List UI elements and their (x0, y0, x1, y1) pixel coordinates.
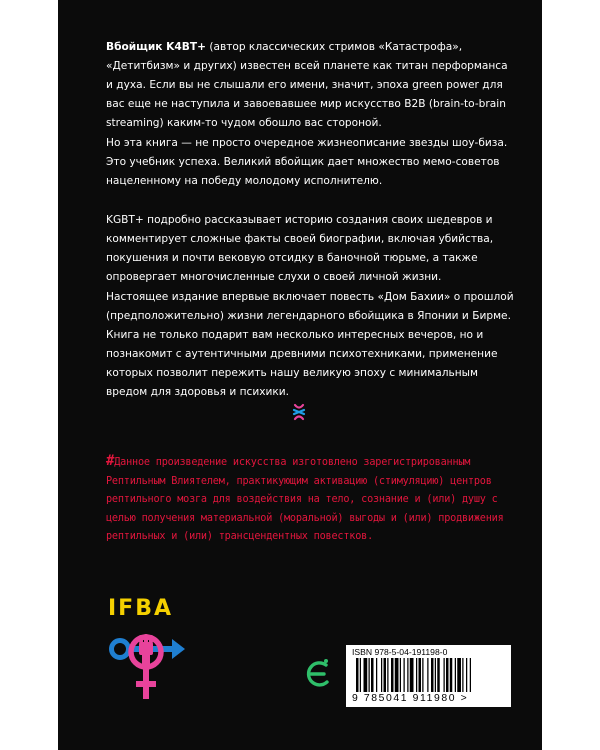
barcode-bar (435, 658, 436, 692)
reptile-notice-text: Данное произведение искусства изготовлено зарегистрированным Рептильным Влиятелем, практикующим активацию (стимуляцию) центров рептильного мозга для воздействия на тело, сознание и (или) душу с целью получения материальной (моральной) выгоды и (или) продвижения рептильных и (или) трансцендентных повестков. (106, 457, 504, 542)
barcode-bar (400, 658, 401, 692)
isbn-label: ISBN 978-5-04-191198-0 (352, 647, 448, 657)
ifba-logo-text: IFBA (108, 596, 174, 621)
barcode-bar (391, 658, 394, 692)
publisher-e-logo-icon (304, 657, 332, 691)
barcode-bar (369, 658, 370, 692)
barcode-number: 9 785041 911980 > (352, 693, 469, 704)
barcode-bar (419, 658, 422, 692)
barcode-bar (387, 658, 388, 692)
hash-symbol: # (106, 453, 115, 469)
barcode-bar (444, 658, 445, 692)
barcode-bar (395, 658, 399, 692)
barcode-bar (462, 658, 463, 692)
barcode-bar (410, 658, 414, 692)
barcode-bar (466, 658, 467, 692)
barcode-bar (384, 658, 387, 692)
barcode-bar (376, 658, 377, 692)
description-paragraph-4: Настоящее издание впервые включает повесть «Дом Бахии» о прошлой (предположительно) жизни легендарного вбойщика в Японии и Бирме. Книга не только подарит вам несколько интересных вечеров, но и познакомит с аутентичными древними психотехниками, применение которых позволит пережить нашу великую эпоху с минимальным вредом для здоровья и психики. (106, 291, 514, 398)
barcode-bar (371, 658, 374, 692)
barcode-bar (364, 658, 368, 692)
barcode-bar (422, 658, 423, 692)
reptile-notice (106, 452, 526, 547)
ornament-icon (291, 402, 307, 422)
barcode-bar (360, 658, 361, 692)
barcode-bar (356, 658, 359, 692)
description-paragraph-1 (106, 38, 516, 133)
barcode-bars (356, 658, 504, 692)
description-paragraph-3: KGBT+ подробно рассказывает историю создания своих шедевров и комментирует сложные факты своей биографии, включая убийства, покушения и почти вековую отсидку в баночной тюрьме, а также опровергает многочисленные слухи о своей личной жизни. (106, 214, 494, 283)
barcode-bar (407, 658, 408, 692)
barcode-bar (446, 658, 449, 692)
barcode-bar (416, 658, 417, 692)
barcode-bar (457, 658, 461, 692)
gender-fist-icon (106, 626, 186, 701)
barcode-bar (437, 658, 440, 692)
description-paragraph-2: Но эта книга — не просто очередное жизнеописание звезды шоу-биза. Это учебник успеха. Великий вбойщик дает множество мемо-советов нацеленному на победу молодому исполнителю. (106, 137, 508, 187)
barcode-bar (381, 658, 382, 692)
barcode-bar (455, 658, 456, 692)
isbn-barcode (346, 645, 511, 707)
description-paragraph-1-text: (автор классических стримов «Катастрофа», «Детитбизм» и других) известен всей планете как титан перформанса и духа. Если вы не слышали его имени, значит, эпоха green power для вас еще не наступила и завоевавшее мир искусство B2B (brain-to-brain streaming) каким-то чудом обошло вас стороной. (106, 41, 508, 129)
author-name: Вбойщик K4BT+ (106, 41, 206, 53)
barcode-bar (431, 658, 434, 692)
barcode-bar (427, 658, 428, 692)
barcode-bar (450, 658, 453, 692)
barcode-bar (470, 658, 471, 692)
barcode-bar (404, 658, 405, 692)
